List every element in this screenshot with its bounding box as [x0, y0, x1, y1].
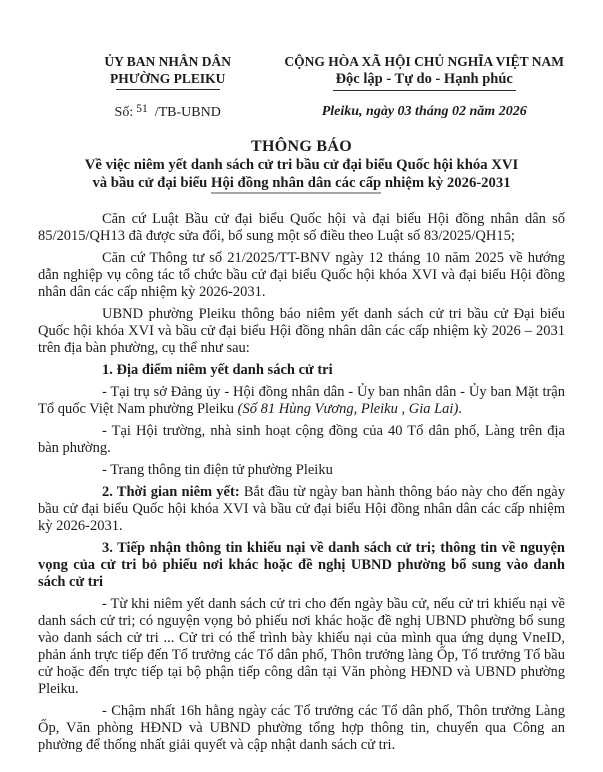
- doc-number-suffix: /TB-UBND: [154, 105, 221, 120]
- subject-line1: Về việc niêm yết danh sách cử tri bầu cử đại biểu Quốc hội khóa XVI: [84, 157, 519, 173]
- title-block: [38, 138, 565, 192]
- section-3-item-1: - Từ khi niêm yết danh sách cử tri cho đến ngày bầu cử, nếu cử tri khiếu nại về danh sách cử tri; có nguyện vọng bỏ phiếu nơi khác hoặc đề nghị UBND phường bổ sung vào danh sách cử tri ... Cử tri có thể trình bày khiếu nại của mình qua ứng dụng VneID, phản ánh trực tiếp đến Tổ trưởng các Tổ dân phố, Thôn trưởng làng Ốp, Tổ trưởng Tổ bầu cử hoặc đến trực tiếp tại bộ phận tiếp công dân tại Văn phòng HĐND và UBND phường Pleiku.: [38, 596, 565, 697]
- section-1-item-3: - Trang thông tin điện tử phường Pleiku: [102, 462, 333, 478]
- section-2-label: 2. Thời gian niêm yết:: [102, 484, 240, 500]
- doc-number: [52, 105, 283, 121]
- subject-line2: [38, 175, 565, 193]
- place-date-line: Pleiku, ngày 03 tháng 02 năm 2026: [321, 104, 527, 119]
- section-1-item-1-end: .: [458, 401, 462, 417]
- doc-number-value: 51: [136, 103, 148, 115]
- section-1-item-1-text: - Tại trụ sở Đảng ủy - Hội đồng nhân dân - Ủy ban nhân dân - Ủy ban Mặt trận Tổ quốc Việt Nam phường Pleiku: [38, 384, 565, 417]
- document-body: [38, 211, 565, 754]
- section-2-text: Bắt đầu từ ngày ban hành thông báo này cho đến ngày bầu cử đại biểu Quốc hội khóa XVI và bầu cử đại biểu Hội đồng nhân dân các cấp nhiệm kỳ 2026-2031.: [38, 484, 565, 534]
- document-header: [38, 53, 565, 121]
- document-subject: [38, 157, 565, 192]
- legal-basis-paragraph-2: Căn cứ Thông tư số 21/2025/TT-BNV ngày 12 tháng 10 năm 2025 về hướng dẫn nghiệp vụ công tác tổ chức bầu cử đại biểu Quốc hội khóa XVI và đại biểu Hội đồng nhân dân các cấp nhiệm kỳ 2026-2031.: [38, 250, 565, 300]
- issuer-name-line2: PHƯỜNG PLEIKU: [110, 71, 226, 86]
- section-3-item-2: - Chậm nhất 16h hằng ngày các Tổ trưởng các Tổ dân phố, Thôn trưởng Làng Ốp, Văn phòng HĐND và UBND phường tổng hợp thông tin, chuyển qua Công an phường để thống nhất giải quyết và cập nhật danh sách cử tri.: [38, 703, 565, 753]
- section-3-heading: 3. Tiếp nhận thông tin khiếu nại về danh sách cử tri; thông tin về nguyện vọng của cử tri bỏ phiếu nơi khác hoặc đề nghị UBND phường bổ sung vào danh sách cử tri: [38, 540, 565, 590]
- national-motto-block: [283, 53, 565, 121]
- section-1-heading: 1. Địa điểm niêm yết danh sách cử tri: [102, 362, 333, 378]
- intro-paragraph: UBND phường Pleiku thông báo niêm yết danh sách cử tri bầu cử Đại biểu Quốc hội khóa XVI và bầu cử đại biểu Hội đồng nhân dân các cấp nhiệm kỳ 2026 – 2031 trên địa bàn phường, cụ thể như sau:: [38, 306, 565, 356]
- doc-number-prefix: Số:: [114, 105, 134, 120]
- national-motto: Độc lập - Tự do - Hạnh phúc: [333, 71, 516, 91]
- section-1-item-1: [38, 384, 565, 418]
- legal-basis-paragraph-1: Căn cứ Luật Bầu cử đại biểu Quốc hội và đại biểu Hội đồng nhân dân số 85/2015/QH13 đã được sửa đổi, bổ sung một số điều theo Luật số 83/2025/QH15;: [38, 211, 565, 244]
- subject-line2-underlined: Hội đồng nhân dân các cấp: [211, 175, 381, 194]
- issuer-underline: [116, 89, 220, 90]
- document-title: THÔNG BÁO: [251, 138, 352, 155]
- issuer-name-line1: ỦY BAN NHÂN DÂN: [104, 54, 232, 69]
- issuer-block: [52, 53, 283, 121]
- subject-line2-end: nhiệm kỳ 2026-2031: [381, 174, 511, 191]
- section-2-paragraph: [38, 484, 565, 535]
- section-1-item-2: - Tại Hội trường, nhà sinh hoạt cộng đồng của 40 Tổ dân phố, Làng trên địa bàn phường.: [38, 423, 565, 456]
- national-title: CỘNG HÒA XÃ HỘI CHỦ NGHĨA VIỆT NAM: [284, 54, 565, 69]
- section-1-item-1-address: (Số 81 Hùng Vương, Pleiku , Gia Lai): [237, 401, 459, 417]
- subject-line2-start: và bầu cử đại biểu: [92, 174, 212, 191]
